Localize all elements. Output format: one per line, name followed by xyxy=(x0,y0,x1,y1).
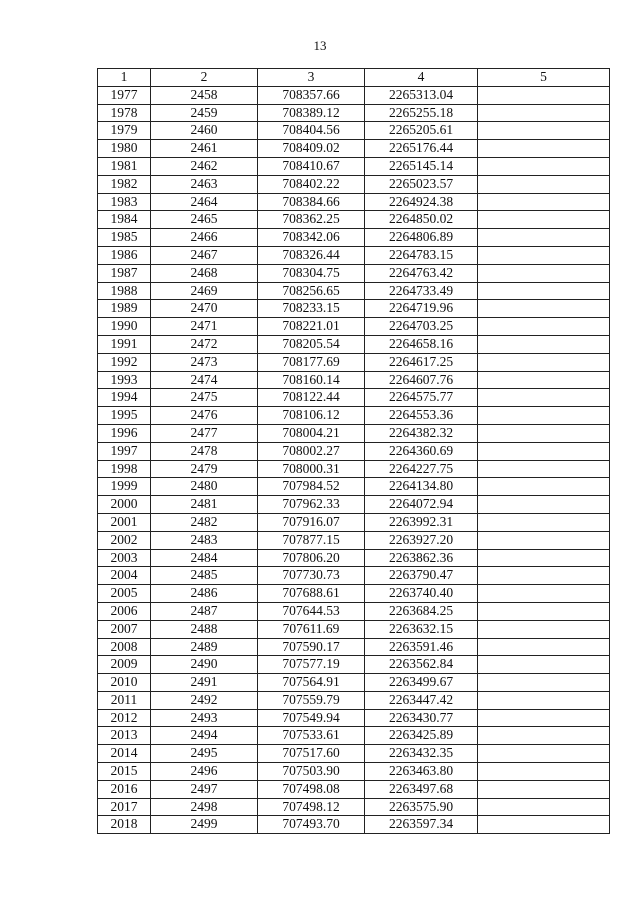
table-cell: 707611.69 xyxy=(258,620,365,638)
table-cell: 2477 xyxy=(151,424,258,442)
table-cell: 2482 xyxy=(151,513,258,531)
table-cell: 2459 xyxy=(151,104,258,122)
table-row xyxy=(98,264,610,282)
table-cell xyxy=(478,691,610,709)
table-cell xyxy=(478,780,610,798)
table-row xyxy=(98,424,610,442)
header-row xyxy=(98,69,610,87)
table-cell: 2007 xyxy=(98,620,151,638)
table-cell xyxy=(478,211,610,229)
table-cell: 2263430.77 xyxy=(365,709,478,727)
table-cell: 707549.94 xyxy=(258,709,365,727)
table-cell xyxy=(478,104,610,122)
table-cell: 1979 xyxy=(98,122,151,140)
table-cell: 708004.21 xyxy=(258,424,365,442)
table-row xyxy=(98,531,610,549)
table-cell: 2263575.90 xyxy=(365,798,478,816)
table-cell: 707498.08 xyxy=(258,780,365,798)
table-cell: 707517.60 xyxy=(258,745,365,763)
table-cell: 1981 xyxy=(98,157,151,175)
table-cell: 2499 xyxy=(151,816,258,834)
table-cell: 2265313.04 xyxy=(365,86,478,104)
table-cell xyxy=(478,264,610,282)
table-cell: 2263432.35 xyxy=(365,745,478,763)
table-cell: 2263927.20 xyxy=(365,531,478,549)
table-cell: 2462 xyxy=(151,157,258,175)
table-row xyxy=(98,282,610,300)
table-cell: 2480 xyxy=(151,478,258,496)
table-cell: 708342.06 xyxy=(258,229,365,247)
column-header-1: 1 xyxy=(98,69,151,87)
table-cell: 2470 xyxy=(151,300,258,318)
table-cell: 2265145.14 xyxy=(365,157,478,175)
table-cell: 1977 xyxy=(98,86,151,104)
table-row xyxy=(98,246,610,264)
table-row xyxy=(98,602,610,620)
table-cell: 2001 xyxy=(98,513,151,531)
table-cell: 1982 xyxy=(98,175,151,193)
table-cell: 2013 xyxy=(98,727,151,745)
table-cell: 2005 xyxy=(98,585,151,603)
table-cell: 2264658.16 xyxy=(365,335,478,353)
table-cell: 1995 xyxy=(98,407,151,425)
table-row xyxy=(98,674,610,692)
table-cell: 2484 xyxy=(151,549,258,567)
table-cell: 708106.12 xyxy=(258,407,365,425)
table-cell: 2264575.77 xyxy=(365,389,478,407)
table-cell: 707877.15 xyxy=(258,531,365,549)
table-cell: 2003 xyxy=(98,549,151,567)
table-row xyxy=(98,727,610,745)
table-cell: 708402.22 xyxy=(258,175,365,193)
table-row xyxy=(98,122,610,140)
column-header-3: 3 xyxy=(258,69,365,87)
table-cell: 707984.52 xyxy=(258,478,365,496)
table-cell: 2490 xyxy=(151,656,258,674)
table-cell xyxy=(478,478,610,496)
table-row xyxy=(98,478,610,496)
table-cell xyxy=(478,656,610,674)
table-cell: 2469 xyxy=(151,282,258,300)
table-cell xyxy=(478,140,610,158)
table-cell xyxy=(478,442,610,460)
table-row xyxy=(98,389,610,407)
table-row xyxy=(98,656,610,674)
table-row xyxy=(98,798,610,816)
table-cell: 1997 xyxy=(98,442,151,460)
table-cell: 2263463.80 xyxy=(365,763,478,781)
table-cell: 2458 xyxy=(151,86,258,104)
table-cell xyxy=(478,709,610,727)
table-cell xyxy=(478,513,610,531)
table-cell: 2489 xyxy=(151,638,258,656)
table-row xyxy=(98,745,610,763)
table-row xyxy=(98,780,610,798)
table-cell: 2263562.84 xyxy=(365,656,478,674)
table-cell xyxy=(478,816,610,834)
table-cell xyxy=(478,638,610,656)
table-cell xyxy=(478,157,610,175)
table-cell: 707590.17 xyxy=(258,638,365,656)
table-cell: 2012 xyxy=(98,709,151,727)
table-cell: 1998 xyxy=(98,460,151,478)
table-row xyxy=(98,567,610,585)
table-cell xyxy=(478,496,610,514)
table-row xyxy=(98,193,610,211)
table-row xyxy=(98,585,610,603)
table-cell: 2488 xyxy=(151,620,258,638)
table-cell: 2481 xyxy=(151,496,258,514)
table-cell: 708233.15 xyxy=(258,300,365,318)
table-cell: 708205.54 xyxy=(258,335,365,353)
table-cell: 2018 xyxy=(98,816,151,834)
table-cell: 1992 xyxy=(98,353,151,371)
table-cell: 708256.65 xyxy=(258,282,365,300)
table-cell xyxy=(478,246,610,264)
table-cell: 2264719.96 xyxy=(365,300,478,318)
table-row xyxy=(98,229,610,247)
table-cell: 708160.14 xyxy=(258,371,365,389)
table-cell: 2495 xyxy=(151,745,258,763)
table-cell xyxy=(478,763,610,781)
table-cell xyxy=(478,318,610,336)
table-cell: 1988 xyxy=(98,282,151,300)
table-cell: 708304.75 xyxy=(258,264,365,282)
table-cell: 2476 xyxy=(151,407,258,425)
table-cell: 2000 xyxy=(98,496,151,514)
table-row xyxy=(98,638,610,656)
table-cell: 2264227.75 xyxy=(365,460,478,478)
table-cell: 2017 xyxy=(98,798,151,816)
table-cell: 2263497.68 xyxy=(365,780,478,798)
table-row xyxy=(98,140,610,158)
table-cell: 2485 xyxy=(151,567,258,585)
table-cell: 1986 xyxy=(98,246,151,264)
table-cell: 707533.61 xyxy=(258,727,365,745)
table-cell xyxy=(478,549,610,567)
table-cell xyxy=(478,282,610,300)
table-cell: 708409.02 xyxy=(258,140,365,158)
table-cell: 1999 xyxy=(98,478,151,496)
table-cell: 2006 xyxy=(98,602,151,620)
table-cell: 2265176.44 xyxy=(365,140,478,158)
table-cell: 2263591.46 xyxy=(365,638,478,656)
table-cell xyxy=(478,300,610,318)
table-cell: 708362.25 xyxy=(258,211,365,229)
table-cell: 2264134.80 xyxy=(365,478,478,496)
table-row xyxy=(98,157,610,175)
table-cell: 1990 xyxy=(98,318,151,336)
table-cell: 2264072.94 xyxy=(365,496,478,514)
table-cell: 707498.12 xyxy=(258,798,365,816)
table-cell: 2264806.89 xyxy=(365,229,478,247)
table-cell: 707559.79 xyxy=(258,691,365,709)
table-row xyxy=(98,371,610,389)
table-cell xyxy=(478,371,610,389)
table-row xyxy=(98,442,610,460)
table-cell xyxy=(478,798,610,816)
table-cell: 707916.07 xyxy=(258,513,365,531)
table-cell: 2487 xyxy=(151,602,258,620)
table-cell: 708002.27 xyxy=(258,442,365,460)
table-row xyxy=(98,335,610,353)
table-cell xyxy=(478,389,610,407)
table-cell: 2016 xyxy=(98,780,151,798)
table-cell: 708389.12 xyxy=(258,104,365,122)
table-cell xyxy=(478,407,610,425)
table-cell: 2264607.76 xyxy=(365,371,478,389)
table-cell: 2479 xyxy=(151,460,258,478)
table-row xyxy=(98,816,610,834)
table-cell: 1984 xyxy=(98,211,151,229)
table-cell: 2472 xyxy=(151,335,258,353)
table-cell: 2263684.25 xyxy=(365,602,478,620)
table-cell: 708384.66 xyxy=(258,193,365,211)
table-cell xyxy=(478,674,610,692)
table-row xyxy=(98,407,610,425)
table-cell: 2015 xyxy=(98,763,151,781)
table-cell: 2493 xyxy=(151,709,258,727)
table-cell: 1985 xyxy=(98,229,151,247)
table-cell: 2264763.42 xyxy=(365,264,478,282)
table-cell: 2263740.40 xyxy=(365,585,478,603)
table-cell: 707577.19 xyxy=(258,656,365,674)
table-cell: 2465 xyxy=(151,211,258,229)
table-row xyxy=(98,175,610,193)
table-cell: 2497 xyxy=(151,780,258,798)
table-row xyxy=(98,353,610,371)
table-body xyxy=(98,86,610,833)
table-cell: 707644.53 xyxy=(258,602,365,620)
table-cell: 708326.44 xyxy=(258,246,365,264)
table-cell xyxy=(478,424,610,442)
table-cell: 2498 xyxy=(151,798,258,816)
table-cell: 1991 xyxy=(98,335,151,353)
table-cell: 2002 xyxy=(98,531,151,549)
table-row xyxy=(98,86,610,104)
table-cell: 2009 xyxy=(98,656,151,674)
table-row xyxy=(98,460,610,478)
table-cell: 2264382.32 xyxy=(365,424,478,442)
table-cell: 2460 xyxy=(151,122,258,140)
table-cell: 2463 xyxy=(151,175,258,193)
table-cell: 2264360.69 xyxy=(365,442,478,460)
table-cell: 1994 xyxy=(98,389,151,407)
table-cell: 2264617.25 xyxy=(365,353,478,371)
table-cell xyxy=(478,460,610,478)
table-cell: 708122.44 xyxy=(258,389,365,407)
table-cell xyxy=(478,745,610,763)
table-cell: 2263992.31 xyxy=(365,513,478,531)
table-cell: 708404.56 xyxy=(258,122,365,140)
table-cell: 2496 xyxy=(151,763,258,781)
table-cell: 2475 xyxy=(151,389,258,407)
table-cell: 2263632.15 xyxy=(365,620,478,638)
table-cell: 2008 xyxy=(98,638,151,656)
table-cell: 2491 xyxy=(151,674,258,692)
table-cell: 707962.33 xyxy=(258,496,365,514)
table-cell: 708410.67 xyxy=(258,157,365,175)
table-cell: 2478 xyxy=(151,442,258,460)
table-cell: 2494 xyxy=(151,727,258,745)
table-cell: 708000.31 xyxy=(258,460,365,478)
table-cell: 2264850.02 xyxy=(365,211,478,229)
table-cell xyxy=(478,175,610,193)
column-header-4: 4 xyxy=(365,69,478,87)
table-cell xyxy=(478,229,610,247)
table-cell: 708221.01 xyxy=(258,318,365,336)
page-number: 13 xyxy=(313,38,327,53)
table-cell: 1993 xyxy=(98,371,151,389)
table-row xyxy=(98,691,610,709)
table-cell: 2468 xyxy=(151,264,258,282)
table-cell: 1980 xyxy=(98,140,151,158)
table-row xyxy=(98,513,610,531)
table-cell xyxy=(478,620,610,638)
table-cell: 2264553.36 xyxy=(365,407,478,425)
table-cell: 2265255.18 xyxy=(365,104,478,122)
table-cell: 707688.61 xyxy=(258,585,365,603)
table-cell: 1983 xyxy=(98,193,151,211)
table-row xyxy=(98,300,610,318)
column-header-5: 5 xyxy=(478,69,610,87)
table-cell: 2264783.15 xyxy=(365,246,478,264)
table-cell: 707806.20 xyxy=(258,549,365,567)
table-row xyxy=(98,763,610,781)
table-cell: 2263499.67 xyxy=(365,674,478,692)
table-cell xyxy=(478,353,610,371)
table-cell: 2265023.57 xyxy=(365,175,478,193)
table-row xyxy=(98,211,610,229)
table-cell: 2466 xyxy=(151,229,258,247)
table-cell: 2467 xyxy=(151,246,258,264)
table-cell: 2492 xyxy=(151,691,258,709)
table-row xyxy=(98,496,610,514)
table-cell: 2265205.61 xyxy=(365,122,478,140)
table-row xyxy=(98,620,610,638)
table-cell: 708357.66 xyxy=(258,86,365,104)
table-row xyxy=(98,549,610,567)
table-cell xyxy=(478,727,610,745)
table-cell: 2263862.36 xyxy=(365,549,478,567)
table-cell: 2014 xyxy=(98,745,151,763)
table-cell: 707730.73 xyxy=(258,567,365,585)
table-cell xyxy=(478,602,610,620)
table-cell: 1978 xyxy=(98,104,151,122)
table-cell: 2011 xyxy=(98,691,151,709)
table-cell: 708177.69 xyxy=(258,353,365,371)
table-cell xyxy=(478,193,610,211)
table-cell: 1989 xyxy=(98,300,151,318)
table-cell: 2486 xyxy=(151,585,258,603)
table-cell xyxy=(478,585,610,603)
table-cell: 2473 xyxy=(151,353,258,371)
table-cell: 2461 xyxy=(151,140,258,158)
table-cell: 1996 xyxy=(98,424,151,442)
table-cell xyxy=(478,567,610,585)
table-cell xyxy=(478,86,610,104)
table-cell: 2464 xyxy=(151,193,258,211)
table-cell: 2471 xyxy=(151,318,258,336)
table-cell: 2004 xyxy=(98,567,151,585)
table-cell: 1987 xyxy=(98,264,151,282)
table-cell: 2263447.42 xyxy=(365,691,478,709)
table-cell: 707493.70 xyxy=(258,816,365,834)
table-cell: 2264924.38 xyxy=(365,193,478,211)
table-cell: 707503.90 xyxy=(258,763,365,781)
table-cell: 2264733.49 xyxy=(365,282,478,300)
table-cell xyxy=(478,122,610,140)
column-header-2: 2 xyxy=(151,69,258,87)
table-cell: 2483 xyxy=(151,531,258,549)
coordinates-table xyxy=(97,68,610,834)
table-cell: 2263597.34 xyxy=(365,816,478,834)
table-cell: 2474 xyxy=(151,371,258,389)
table-row xyxy=(98,318,610,336)
table-cell: 2263425.89 xyxy=(365,727,478,745)
table-cell xyxy=(478,531,610,549)
table-cell: 707564.91 xyxy=(258,674,365,692)
table-cell: 2010 xyxy=(98,674,151,692)
table-row xyxy=(98,709,610,727)
table-cell: 2264703.25 xyxy=(365,318,478,336)
table-cell xyxy=(478,335,610,353)
table-cell: 2263790.47 xyxy=(365,567,478,585)
table-row xyxy=(98,104,610,122)
